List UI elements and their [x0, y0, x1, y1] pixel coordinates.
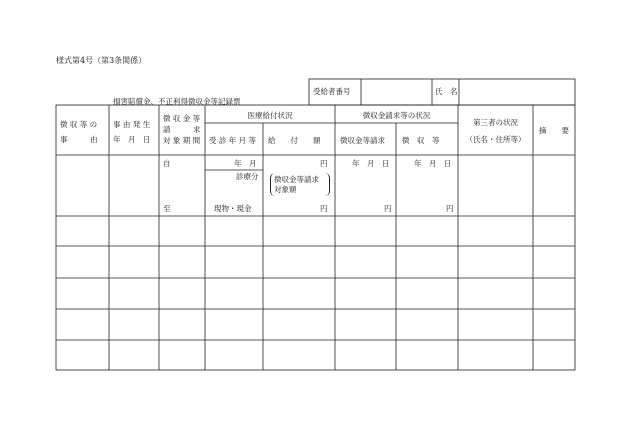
header-collection-claim-status: 徴収金請求等の状況	[362, 111, 431, 120]
claim-date: 年 月 日	[352, 159, 390, 168]
header-claim-period-2: 請 求	[163, 125, 201, 134]
header-remarks: 摘 要	[539, 126, 569, 135]
header-third-party-status: 第三者の状況	[473, 118, 518, 127]
header-collection-claim: 徴収金等請求	[340, 136, 385, 145]
header-medical-benefit-status: 医療給付状況	[247, 111, 293, 120]
header-occurrence-date-1: 事 由 発 生	[113, 120, 151, 129]
period-from: 自	[163, 159, 171, 168]
benefit-yen-1: 円	[320, 159, 328, 168]
claim-yen: 円	[384, 204, 392, 213]
period-to: 至	[163, 204, 171, 213]
claim-target-amount-2: 対象額	[274, 185, 297, 194]
form-number: 様式第4号（第3条関係）	[56, 56, 147, 65]
recipient-no-label: 受給者番号	[313, 87, 351, 96]
claim-target-amount-1: 徴収金等請求	[274, 175, 319, 184]
treatment-portion: 診療分	[236, 172, 259, 181]
receipt-date: 年 月 日	[414, 159, 452, 168]
benefit-yen-2: 円	[320, 204, 328, 213]
header-occurrence-date-2: 年 月 日	[113, 135, 151, 144]
in-kind-cash: 現物・現金	[214, 204, 252, 213]
header-claim-period-1: 徴 収 金 等	[163, 114, 201, 123]
name-label: 氏 名	[435, 87, 458, 96]
form-title: 損害賠償金、不正利得徴収金等記録票	[113, 97, 241, 106]
header-benefit-amount: 給 付 額	[268, 136, 321, 145]
receipt-yen: 円	[446, 204, 454, 213]
header-consultation-month: 受 診 年 月 等	[209, 136, 257, 145]
header-collection-reason-2: 事 由	[60, 135, 98, 144]
consultation-year-month: 年 月	[234, 159, 257, 168]
header-collection-receipt: 徴 収 等	[402, 136, 440, 145]
header-claim-period-3: 対 象 期 間	[163, 136, 201, 145]
header-collection-reason-1: 徴 収 等 の	[60, 120, 98, 129]
header-third-party-details: （氏名・住所等）	[465, 135, 526, 144]
